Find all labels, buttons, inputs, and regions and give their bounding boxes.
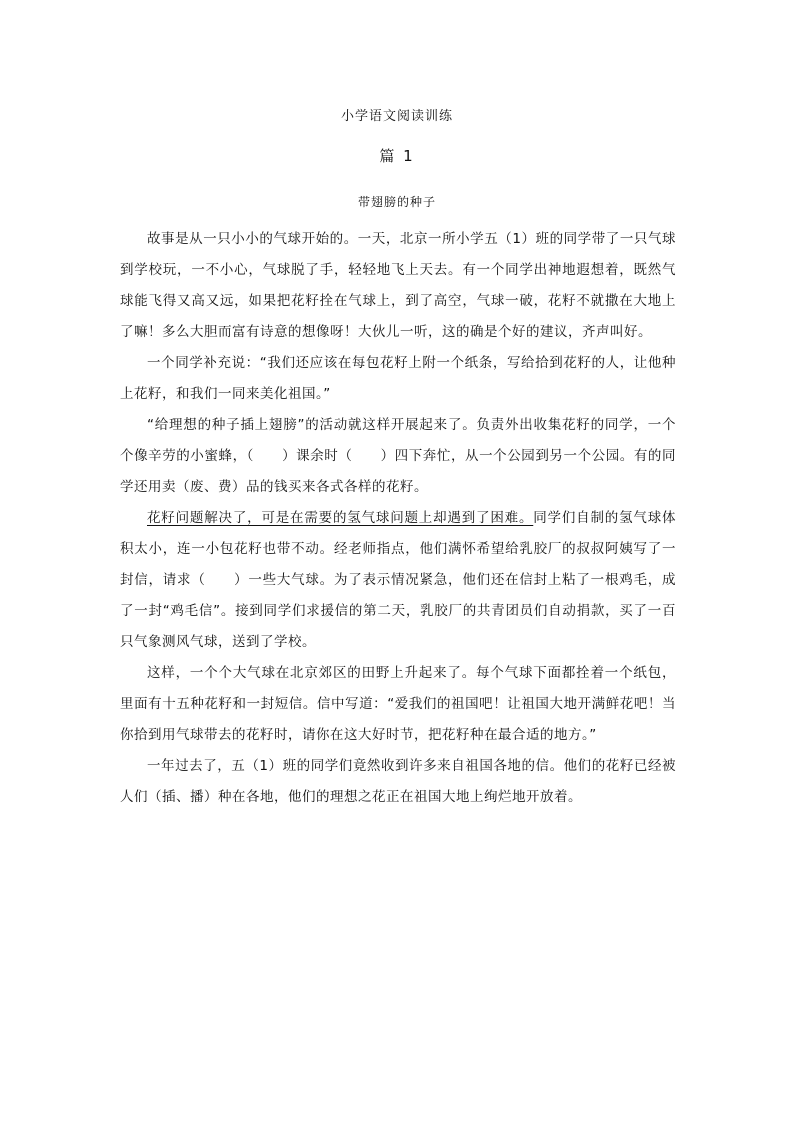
paragraph-3: “给理想的种子插上翅膀”的活动就这样开展起来了。负责外出收集花籽的同学，一个个像辛劳的小蜜蜂，（ ）课余时（ ）四下奔忙，从一个公园到另一个公园。有的同学还用卖（废、费）品的钱买来各式各样的花籽。: [120, 417, 676, 495]
paragraph-5: 这样，一个个大气球在北京郊区的田野上升起来了。每个气球下面都拴着一个纸包，里面有十五种花籽和一封短信。信中写道：“爱我们的祖国吧！让祖国大地开满鲜花吧！当你拾到用气球带去的花籽时，请你在这大好时节，把花籽种在最合适的地方。”: [120, 665, 676, 743]
paragraph-4-rest: 同学们自制的氢气球体积太小，连一小包花籽也带不动。经老师指点，他们满怀希望给乳胶厂的叔叔阿姨写了一封信，请求（ ）一些大气球。为了表示情况紧急，他们还在信封上粘了一根鸡毛，成了一封“鸡毛信”。接到同学们求援信的第二天，乳胶厂的共青团员们自动捐款，买了一百只气象测风气球，送到了学校。: [120, 510, 677, 650]
paragraph-6: 一年过去了，五（1）班的同学们竟然收到许多来自祖国各地的信。他们的花籽已经被人们（插、播）种在各地，他们的理想之花正在祖国大地上绚烂地开放着。: [120, 758, 676, 805]
document-title: 小学语文阅读训练: [340, 109, 453, 124]
story-body: [120, 224, 676, 813]
paragraph-2: 一个同学补充说：“我们还应该在每包花籽上附一个纸条，写给拾到花籽的人，让他种上花籽，和我们一同来美化祖国。”: [120, 355, 676, 402]
paragraph-4: [120, 503, 676, 658]
section-label: 篇 1: [379, 147, 415, 165]
story-title: 带翅膀的种子: [357, 195, 436, 209]
underlined-sentence: 花籽问题解决了，可是在需要的氢气球问题上却遇到了困难。: [147, 510, 534, 526]
paragraph-1: 故事是从一只小小的气球开始的。一天，北京一所小学五（1）班的同学带了一只气球到学校玩，一不小心，气球脱了手，轻轻地飞上天去。有一个同学出神地遐想着，既然气球能飞得又高又远，如果把花籽拴在气球上，到了高空，气球一破，花籽不就撒在大地上了嘛！多么大胆而富有诗意的想像呀！大伙儿一听，这的确是个好的建议，齐声叫好。: [120, 231, 676, 340]
